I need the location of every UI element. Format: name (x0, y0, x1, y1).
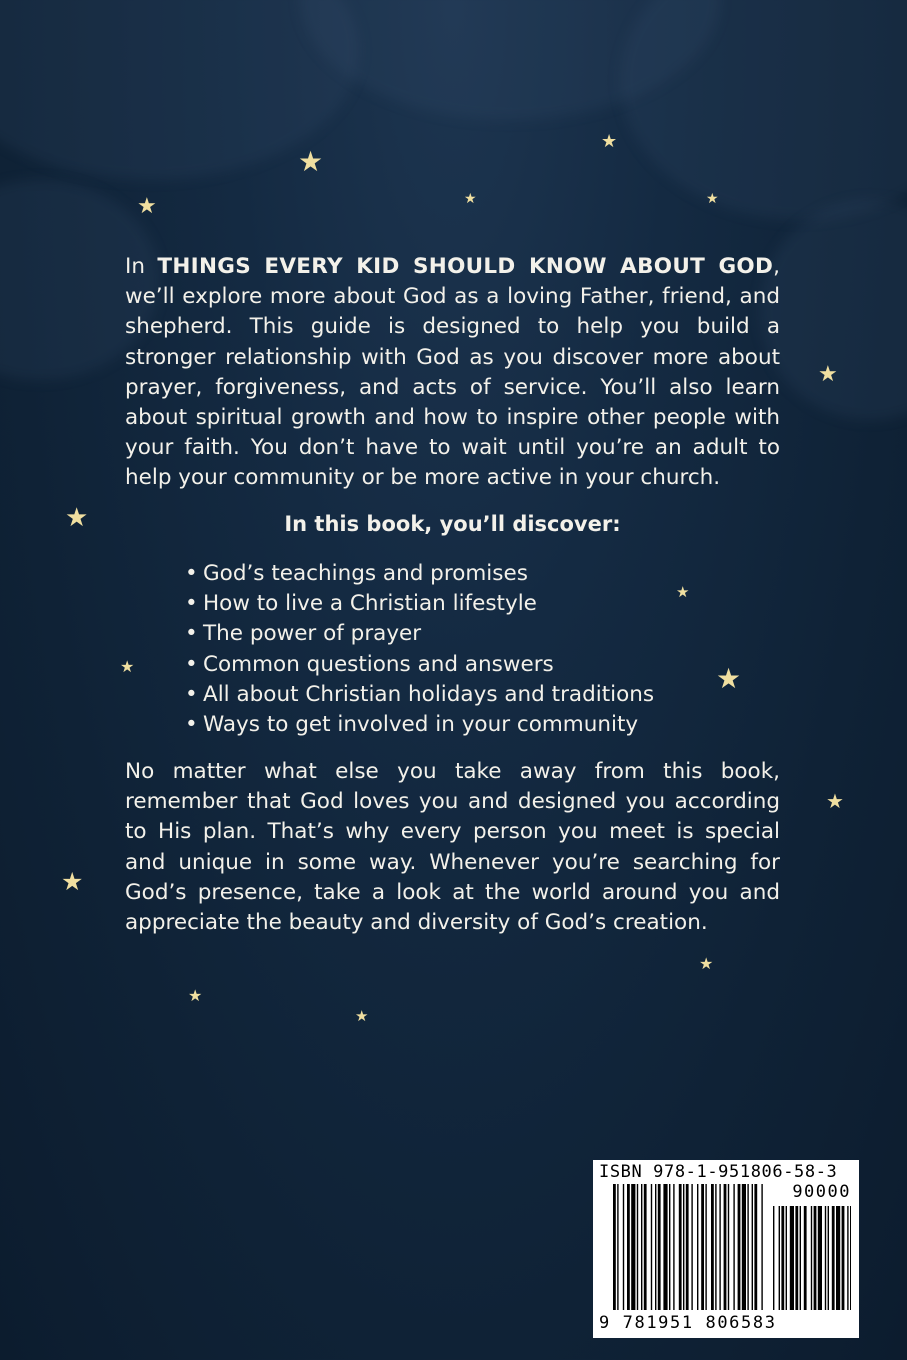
list-item-text: Ways to get involved in your community (203, 712, 639, 738)
list-item (185, 589, 654, 619)
barcode-bar (752, 1184, 753, 1310)
intro-prefix: In (125, 254, 158, 279)
bullet-icon: • (185, 591, 198, 617)
discover-list (185, 559, 654, 740)
discover-heading: In this book, you’ll discover: (284, 512, 621, 536)
barcode-bar (679, 1184, 682, 1310)
barcode-bar (644, 1184, 647, 1310)
book-title: THINGS EVERY KID SHOULD KNOW ABOUT GOD (157, 254, 774, 279)
bullet-icon: • (185, 651, 198, 677)
list-item (185, 680, 654, 710)
barcode-bar (738, 1184, 741, 1310)
barcode-bar (705, 1184, 706, 1310)
star-icon: ★ (818, 362, 838, 387)
bullet-icon: • (185, 712, 198, 738)
barcode-bar (658, 1184, 661, 1310)
star-icon: ★ (699, 954, 714, 973)
star-icon: ★ (355, 1007, 369, 1025)
barcode-bar (711, 1184, 714, 1310)
bullet-icon: • (185, 561, 198, 586)
star-icon: ★ (298, 145, 324, 178)
list-item-text: How to live a Christian lifestyle (203, 591, 537, 617)
barcode-bar (651, 1184, 652, 1310)
star-icon: ★ (65, 503, 89, 533)
cloud-decoration (620, 0, 907, 220)
barcode-bar (613, 1184, 616, 1310)
barcode-bar (627, 1184, 630, 1310)
star-icon: ★ (120, 657, 135, 676)
closing-paragraph: No matter what else you take away from this book, remember that God loves you and designed you according to His plan. That’s why every person you meet is special and unique in some way. Whenever you’re searching for God’s presence, take a look at the world around you and appreciate the beauty and diversity of God’s creation. (125, 759, 780, 936)
price-code: 90000 (792, 1182, 851, 1202)
star-icon: ★ (188, 986, 203, 1005)
barcode-bar (818, 1206, 822, 1310)
barcode-bar (715, 1184, 716, 1310)
barcode-bar (747, 1184, 748, 1310)
star-icon: ★ (676, 583, 690, 601)
star-icon: ★ (464, 191, 477, 207)
list-item-text: All about Christian holidays and traditions (203, 681, 655, 707)
barcode-bar (779, 1206, 780, 1310)
barcode-bar (742, 1184, 746, 1310)
star-icon: ★ (826, 789, 844, 813)
barcode-bar (683, 1184, 684, 1310)
barcode-bar (728, 1184, 729, 1310)
barcode-bar (669, 1184, 670, 1310)
barcode-bar (655, 1184, 656, 1310)
star-icon: ★ (61, 867, 84, 896)
intro-paragraph (125, 252, 780, 494)
isbn-number: ISBN 978-1-951806-58-3 (599, 1162, 838, 1182)
barcode-bar (617, 1184, 618, 1310)
barcode-bar (754, 1184, 757, 1310)
barcode-bar (673, 1184, 674, 1310)
barcode-bar (832, 1206, 835, 1310)
star-icon: ★ (716, 662, 742, 695)
barcode-bar (724, 1184, 727, 1310)
barcode-bar (811, 1206, 812, 1310)
barcode-bar (701, 1184, 704, 1310)
list-item (185, 710, 654, 740)
barcode-bar (836, 1206, 840, 1310)
barcode-bar (825, 1206, 826, 1310)
star-icon: ★ (601, 131, 618, 152)
star-icon: ★ (137, 194, 157, 219)
intro-body: , we’ll explore more about God as a loving Father, friend, and shepherd. This guide is designed to help you build a stronger relationship with God as you discover more about prayer, forgiveness, and acts of service. You’ll also learn about spiritual growth and how to inspire other people with your faith. You don’t have to wait until you’re an adult to help your community or be more active in your church. (125, 254, 780, 491)
barcode-bar (631, 1184, 635, 1310)
barcode-bar (795, 1206, 798, 1310)
barcode-bar (733, 1184, 734, 1310)
barcode-bar (842, 1206, 845, 1310)
cloud-decoration (760, 200, 907, 420)
list-item-text: Common questions and answers (203, 651, 554, 677)
barcode-bar (623, 1184, 624, 1310)
bullet-icon: • (185, 681, 198, 707)
barcode-bar (761, 1184, 762, 1310)
ean-digits: 9 781951 806583 (599, 1313, 777, 1333)
list-item (185, 619, 654, 649)
barcode-bar (847, 1206, 848, 1310)
barcode-bar (691, 1184, 692, 1310)
barcode-bar (663, 1184, 667, 1310)
barcode-bar (686, 1184, 689, 1310)
barcode-bar (637, 1184, 638, 1310)
barcode-bar (850, 1206, 851, 1310)
bullet-icon: • (185, 621, 198, 647)
barcode-bar (773, 1206, 774, 1310)
barcode-bar (786, 1206, 787, 1310)
list-item-text: The power of prayer (203, 621, 422, 647)
star-icon: ★ (706, 191, 719, 207)
list-item (185, 559, 654, 589)
barcode-bar (804, 1206, 807, 1310)
barcode-bar (641, 1184, 642, 1310)
barcode-bar (697, 1184, 698, 1310)
barcode-bar (828, 1206, 829, 1310)
barcode-bar (800, 1206, 801, 1310)
list-item-text: God’s teachings and promises (203, 561, 528, 586)
list-item (185, 650, 654, 680)
barcode-bar (790, 1206, 794, 1310)
barcode-bar (781, 1206, 784, 1310)
barcode-bar (814, 1206, 817, 1310)
barcode-bar (719, 1184, 720, 1310)
isbn-barcode (593, 1160, 859, 1338)
